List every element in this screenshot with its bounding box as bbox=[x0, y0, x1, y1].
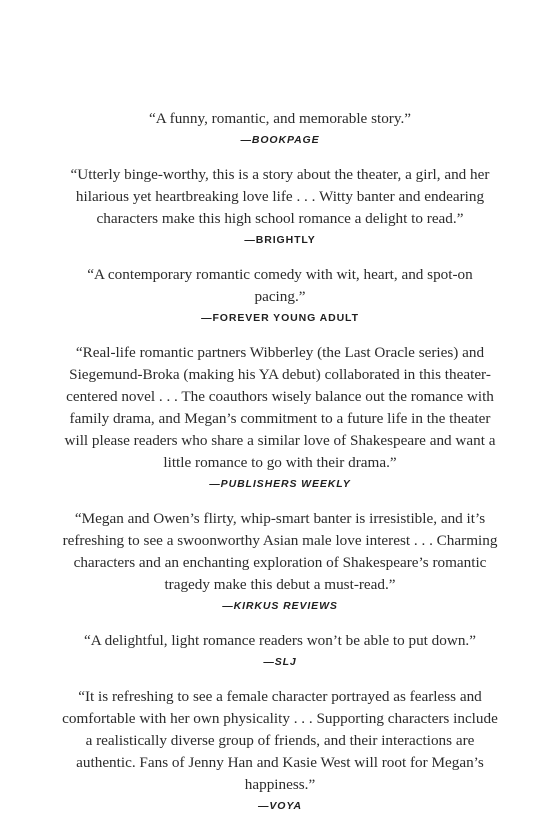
blurb-quote: “Real-life romantic partners Wibberley (the Last Oracle series) and Siegemund-Broka (making his YA debut) collaborated in this theater-centered novel . . . The coauthors wisely balance out the romance with family drama, and Megan’s commitment to a future life in the theater will please readers who share a similar love of Shakespeare and want a little romance to go with their drama.” bbox=[64, 344, 496, 471]
blurb-attribution: —SLJ bbox=[263, 656, 297, 668]
blurb-quote: “Megan and Owen’s flirty, whip-smart banter is irresistible, and it’s refreshing to see a swoonworthy Asian male love interest . . . Charming characters and an enchanting exploration of Shakespeare’s romantic tragedy make this debut a must-read.” bbox=[62, 510, 498, 593]
praise-page bbox=[60, 108, 500, 830]
blurb-attribution: —BOOKPAGE bbox=[240, 134, 320, 146]
blurb-kirkus-reviews bbox=[60, 508, 500, 612]
blurb-quote: “It is refreshing to see a female character portrayed as fearless and comfortable with her own physicality . . . Supporting characters include a realistically diverse group of friends, and their interactions are authentic. Fans of Jenny Han and Kasie West will root for Megan’s happiness.” bbox=[62, 688, 498, 793]
blurb-brightly bbox=[60, 164, 500, 246]
blurb-forever-young-adult bbox=[60, 264, 500, 324]
blurb-attribution: —VOYA bbox=[258, 800, 302, 812]
blurb-quote: “A delightful, light romance readers won’t be able to put down.” bbox=[84, 632, 476, 649]
blurb-bookpage bbox=[60, 108, 500, 146]
blurb-quote: “A funny, romantic, and memorable story.” bbox=[148, 110, 412, 127]
blurb-attribution: —BRIGHTLY bbox=[244, 234, 316, 246]
blurb-quote: “Utterly binge-worthy, this is a story about the theater, a girl, and her hilarious yet heartbreaking love life . . . Witty banter and endearing characters make this high school romance a delight to read.” bbox=[70, 166, 490, 227]
blurb-attribution: —PUBLISHERS WEEKLY bbox=[209, 478, 351, 490]
blurb-attribution: —FOREVER YOUNG ADULT bbox=[201, 312, 359, 324]
blurb-quote: “A contemporary romantic comedy with wit, heart, and spot-on pacing.” bbox=[87, 266, 473, 305]
blurb-publishers-weekly bbox=[60, 342, 500, 490]
blurb-slj bbox=[60, 630, 500, 668]
blurb-voya bbox=[60, 686, 500, 812]
blurb-attribution: —KIRKUS REVIEWS bbox=[222, 600, 338, 612]
